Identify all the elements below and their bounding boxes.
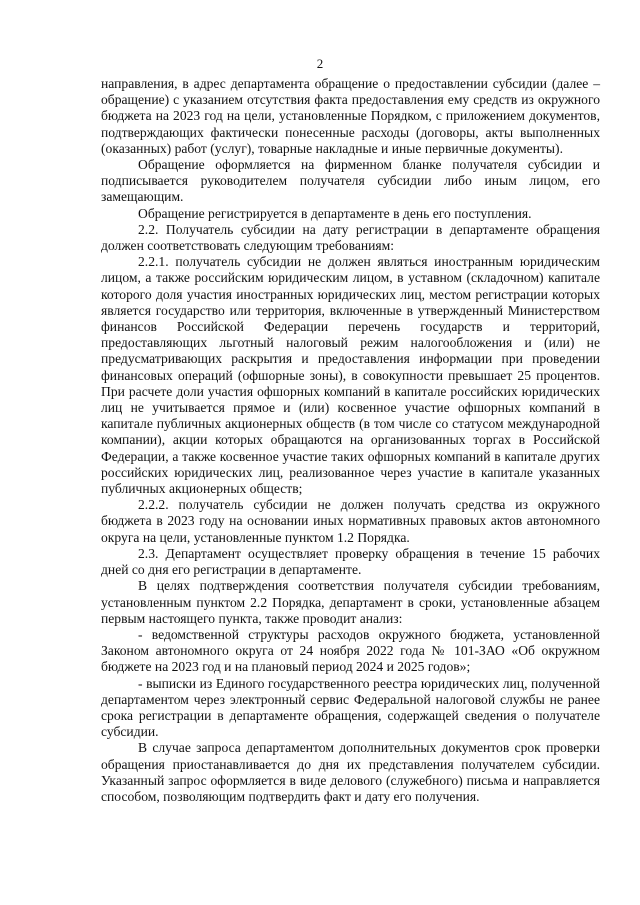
document-body <box>101 76 600 805</box>
paragraph-clause-2-2: 2.2. Получатель субсидии на дату регистрации в департаменте обращения должен соответствовать следующим требованиям: <box>101 221 600 254</box>
paragraph-request-form: Обращение оформляется на фирменном бланке получателя субсидии и подписывается руководителем получателя субсидии либо иным лицом, его замещающим. <box>101 157 600 205</box>
page-number: 2 <box>316 56 324 71</box>
paragraph-clause-2-2-1: 2.2.1. получатель субсидии не должен являться иностранным юридическим лицом, а также российским юридическим лицом, в уставном (складочном) капитале которого доля участия иностранных юридических лиц, местом регистрации которых является государство или территория, включенные в утвержденный Министерством финансов Российской Федерации перечень государств и территорий, предоставляющих льготный налоговый режим налогообложения и (или) не предусматривающих раскрытия и предоставления информации при проведении финансовых операций (офшорные зоны), в совокупности превышает 25 процентов. При расчете доли участия офшорных компаний в капитале российских юридических лиц не учитывается прямое и (или) косвенное участие офшорных компаний в капитале публичных акционерных обществ (в том числе со статусом международной компании), акции которых обращаются на организованных торгах в Российской Федерации, а также косвенное участие таких офшорных компаний в капитале других российских юридических лиц, реализованное через участие в капитале указанных публичных акционерных обществ; <box>101 254 600 497</box>
paragraph-request-submission: направления, в адрес департамента обращение о предоставлении субсидии (далее – обращение) с указанием отсутствия факта предоставления ему средств из окружного бюджета на 2023 год на цели, установленные Порядком, с приложением документов, подтверждающих фактически понесенные расходы (договоры, акты выполненных (оказанных) работ (услуг), товарные накладные и иные первичные документы). <box>101 76 600 156</box>
paragraph-analysis-registry: - выписки из Единого государственного реестра юридических лиц, полученной департаментом через электронный сервис Федеральной налоговой службы не ранее срока регистрации в департаменте обращения, содержащей сведения о получателе субсидии. <box>101 675 600 740</box>
paragraph-analysis-intro: В целях подтверждения соответствия получателя субсидии требованиям, установленным пунктом 2.2 Порядка, департамент в сроки, установленные абзацем первым настоящего пункта, также проводит анализ: <box>101 578 600 626</box>
paragraph-request-registration: Обращение регистрируется в департаменте в день его поступления. <box>138 205 532 221</box>
paragraph-clause-2-3: 2.3. Департамент осуществляет проверку обращения в течение 15 рабочих дней со дня его регистрации в департаменте. <box>101 545 600 578</box>
paragraph-analysis-budget: - ведомственной структуры расходов окружного бюджета, установленной Законом автономного округа от 24 ноября 2022 года № 101-ЗАО «Об окружном бюджете на 2023 год и на плановый период 2024 и 2025 годов»; <box>101 626 600 675</box>
paragraph-clause-2-2-2: 2.2.2. получатель субсидии не должен получать средства из окружного бюджета в 2023 году на основании иных нормативных правовых актов автономного округа на цели, установленные пунктом 1.2 Порядка. <box>101 497 600 545</box>
paragraph-additional-documents: В случае запроса департаментом дополнительных документов срок проверки обращения приостанавливается до дня их представления получателем субсидии. Указанный запрос оформляется в виде делового (служебного) письма и направляется способом, позволяющим подтвердить факт и дату его получения. <box>101 740 600 804</box>
